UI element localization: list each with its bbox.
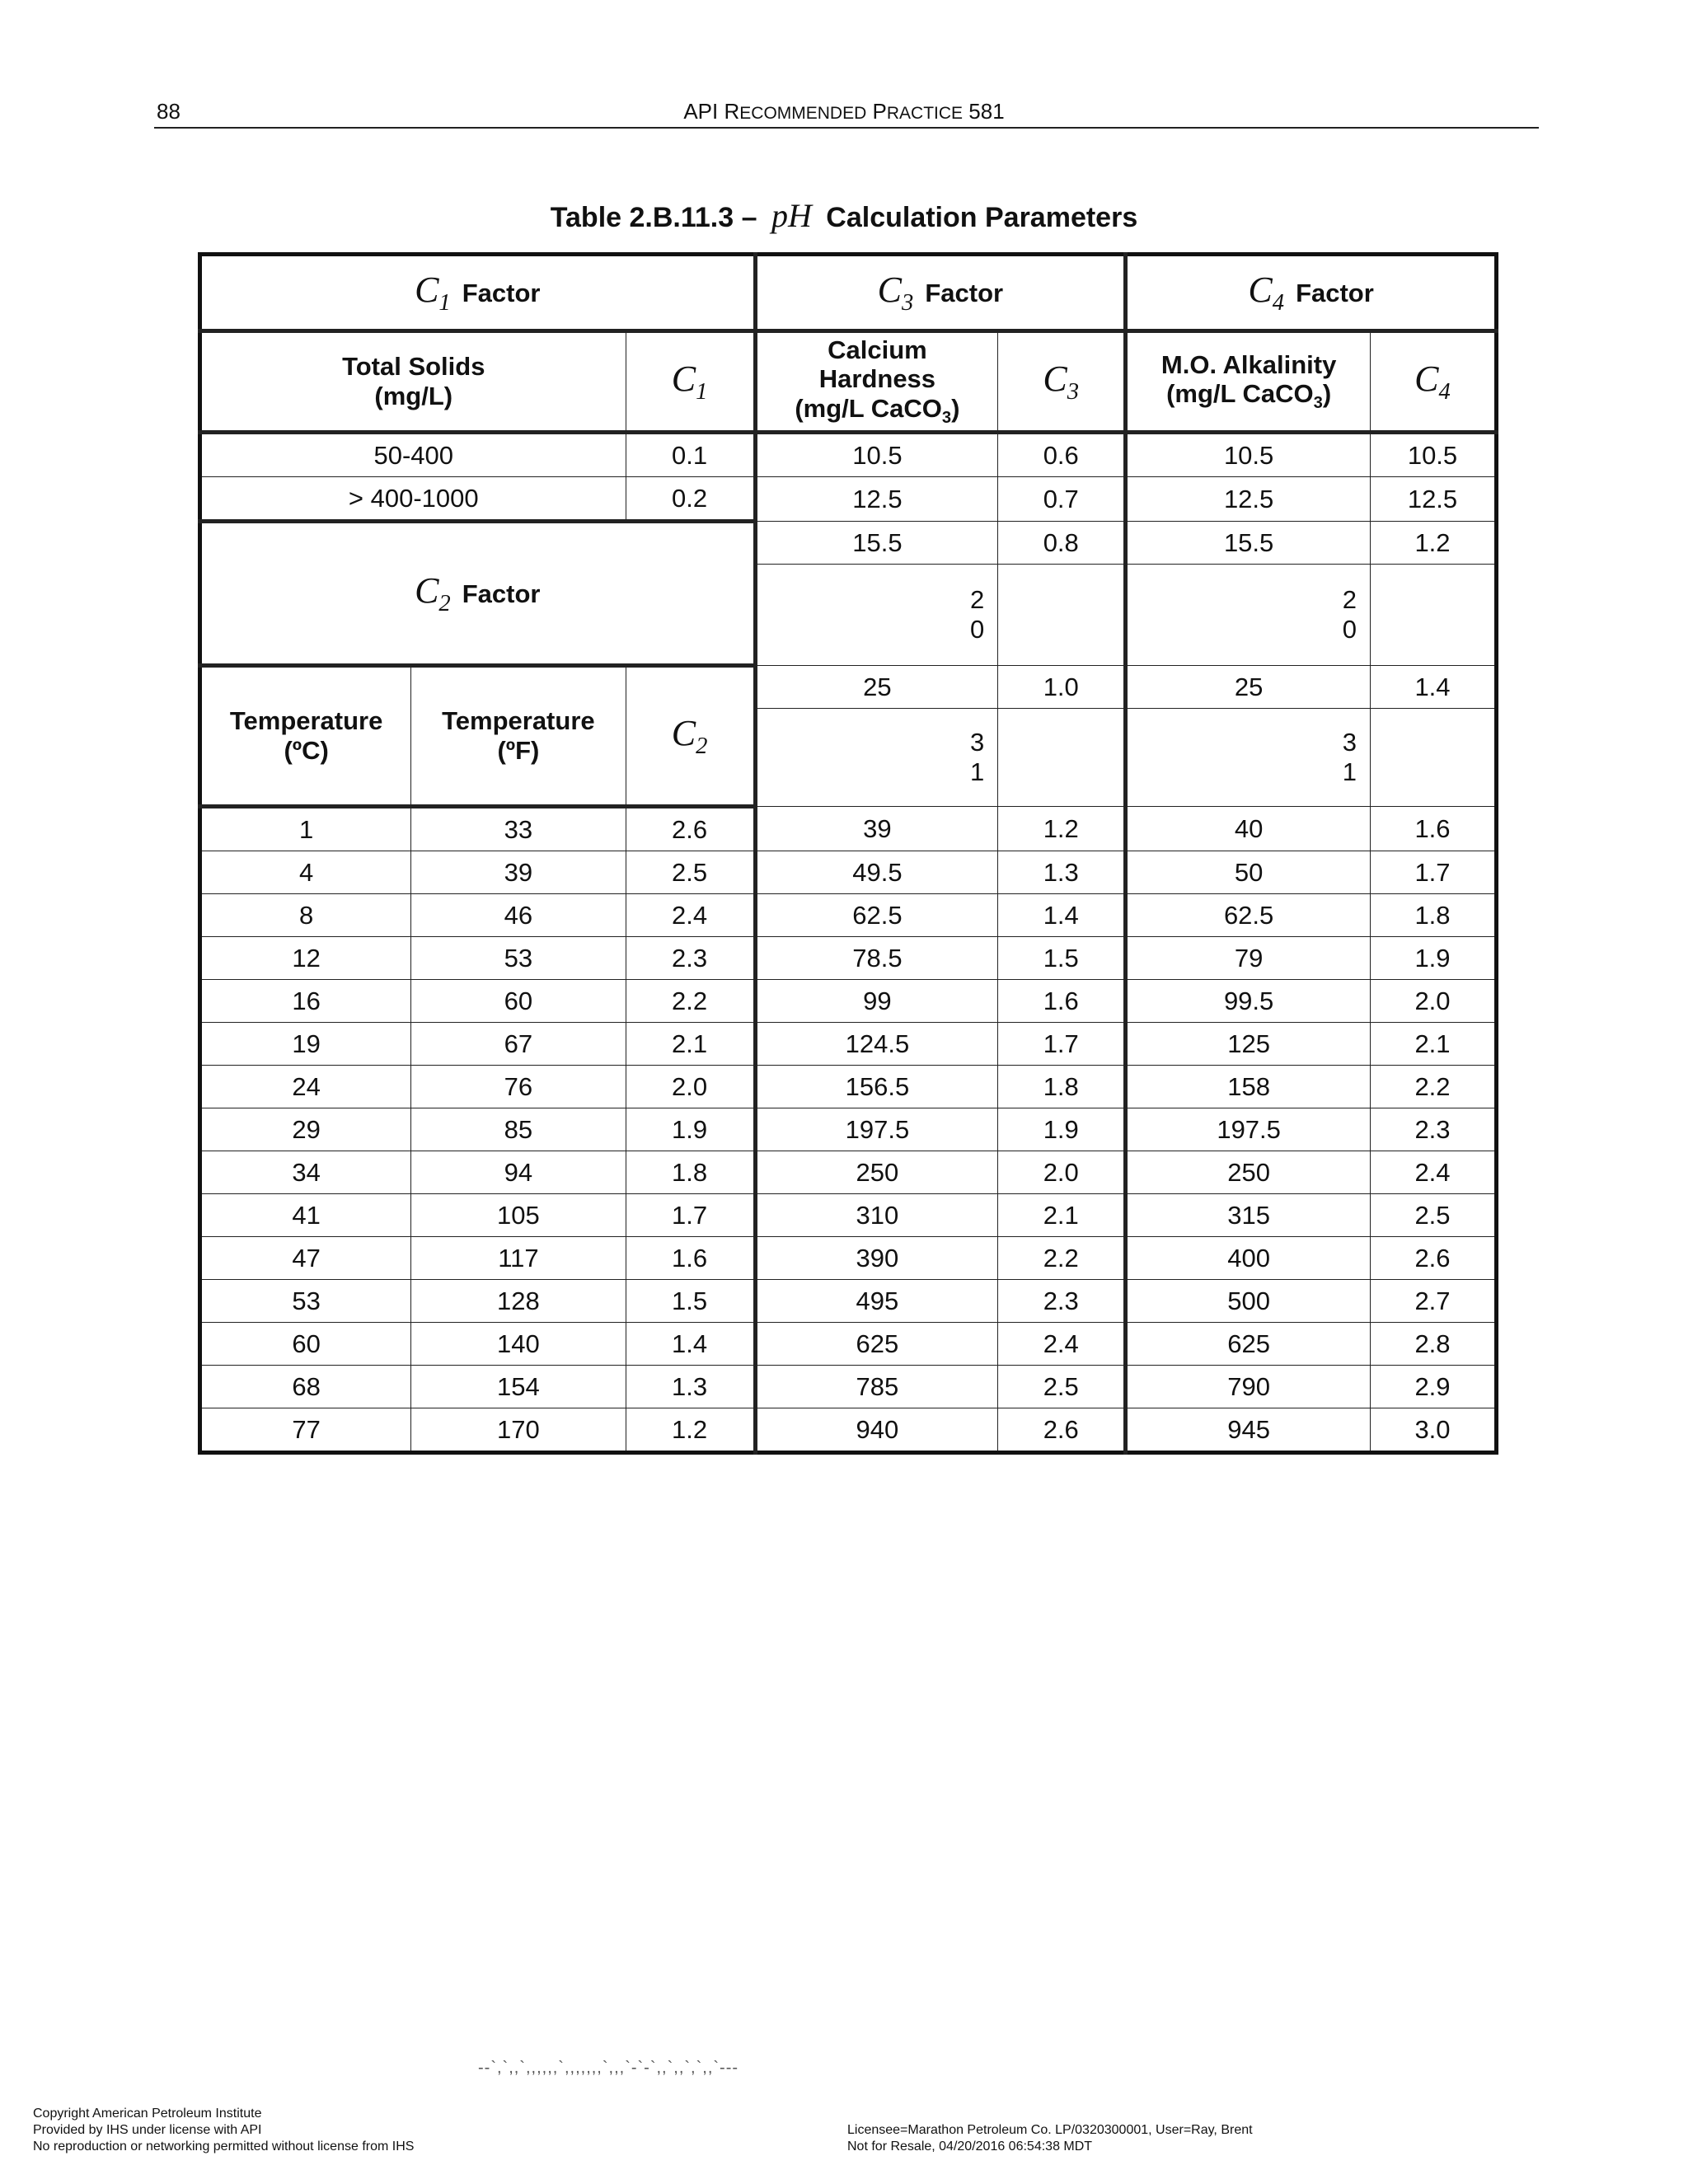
c1-cell: 0.1	[626, 433, 755, 477]
temp-f-cell: 46	[411, 894, 626, 937]
c4-column-header: $C_4$	[1371, 331, 1497, 433]
c3-cell: 1.3	[998, 851, 1126, 894]
table-row	[200, 1023, 1497, 1066]
column-header-row	[200, 331, 1497, 433]
table-row	[200, 666, 1497, 709]
table-row	[200, 477, 1497, 522]
bottom-marks: --`,`,,`,,,,,,`,,,,,,,`,,,`-`-`,,`,,`,`,,`---	[478, 2059, 739, 2077]
c3-cell: 1.6	[998, 980, 1126, 1023]
alkalinity-cell: 625	[1126, 1323, 1371, 1366]
c4-cell: 2.4	[1371, 1151, 1497, 1194]
alkalinity-cell: 400	[1126, 1237, 1371, 1280]
calcium-cell: 39	[755, 807, 998, 851]
c4-cell: 2.1	[1371, 1023, 1497, 1066]
c3-cell: 1.2	[998, 807, 1126, 851]
calcium-cell: 390	[755, 1237, 998, 1280]
calcium-cell: 3 1	[755, 709, 998, 807]
calcium-cell: 197.5	[755, 1108, 998, 1151]
c4-cell: 1.8	[1371, 894, 1497, 937]
c3-cell: 1.8	[998, 1066, 1126, 1108]
c2-cell: 1.7	[626, 1194, 755, 1237]
table-row	[200, 937, 1497, 980]
temp-f-cell: 53	[411, 937, 626, 980]
c2-cell: 2.2	[626, 980, 755, 1023]
temp-f-cell: 154	[411, 1366, 626, 1408]
temp-c-cell: 60	[200, 1323, 411, 1366]
page-number: 88	[157, 99, 181, 124]
c1-cell: 0.2	[626, 477, 755, 522]
c2-cell: 2.3	[626, 937, 755, 980]
c4-cell: 2.9	[1371, 1366, 1497, 1408]
calcium-cell: 785	[755, 1366, 998, 1408]
calcium-cell: 250	[755, 1151, 998, 1194]
alkalinity-cell: 50	[1126, 851, 1371, 894]
temp-f-cell: 60	[411, 980, 626, 1023]
c4-cell: 2.0	[1371, 980, 1497, 1023]
alkalinity-cell: 2 0	[1126, 565, 1371, 666]
calcium-cell: 62.5	[755, 894, 998, 937]
c4-cell: 2.8	[1371, 1323, 1497, 1366]
table-row	[200, 1408, 1497, 1453]
c3-cell: 1.9	[998, 1108, 1126, 1151]
calcium-cell: 940	[755, 1408, 998, 1453]
ph-calculation-table	[198, 252, 1498, 1455]
temperature-f-header: Temperature (ºF)	[411, 666, 626, 807]
table-row	[200, 1366, 1497, 1408]
c2-cell: 1.3	[626, 1366, 755, 1408]
c2-cell: 2.6	[626, 807, 755, 851]
c4-cell: 1.9	[1371, 937, 1497, 980]
header-rule	[154, 127, 1539, 129]
alkalinity-cell: 25	[1126, 666, 1371, 709]
table-row	[200, 1194, 1497, 1237]
alkalinity-cell: 3 1	[1126, 709, 1371, 807]
table-row	[200, 1151, 1497, 1194]
temp-f-cell: 140	[411, 1323, 626, 1366]
c3-cell: 0.7	[998, 477, 1126, 522]
c2-cell: 1.2	[626, 1408, 755, 1453]
temperature-c-header: Temperature (ºC)	[200, 666, 411, 807]
total-solids-cell: > 400-1000	[200, 477, 626, 522]
calcium-cell: 124.5	[755, 1023, 998, 1066]
c3-cell: 2.2	[998, 1237, 1126, 1280]
footer-copyright: Copyright American Petroleum Institute Provided by IHS under license with API No reproduction or networking permitted without license from IHS	[33, 2107, 415, 2154]
calcium-cell: 15.5	[755, 522, 998, 565]
c4-cell: 1.2	[1371, 522, 1497, 565]
temp-c-cell: 53	[200, 1280, 411, 1323]
c4-cell: 2.7	[1371, 1280, 1497, 1323]
calcium-cell: 2 0	[755, 565, 998, 666]
temp-c-cell: 12	[200, 937, 411, 980]
c2-factor-heading: $C_2$ Factor	[200, 522, 756, 666]
alkalinity-cell: 99.5	[1126, 980, 1371, 1023]
c4-cell	[1371, 565, 1497, 666]
temp-c-cell: 47	[200, 1237, 411, 1280]
temp-c-cell: 24	[200, 1066, 411, 1108]
c2-cell: 2.0	[626, 1066, 755, 1108]
alkalinity-cell: 10.5	[1126, 433, 1371, 477]
c1-factor-heading: $C_1$ Factor	[200, 255, 756, 331]
alkalinity-cell: 125	[1126, 1023, 1371, 1066]
temp-c-cell: 4	[200, 851, 411, 894]
table-title: Table 2.B.11.3 – pH Calculation Parameters	[550, 197, 1138, 234]
c4-cell: 2.6	[1371, 1237, 1497, 1280]
c3-column-header: $C_3$	[998, 331, 1126, 433]
temp-f-cell: 94	[411, 1151, 626, 1194]
table-row	[200, 1108, 1497, 1151]
c3-cell: 1.7	[998, 1023, 1126, 1066]
c2-cell: 1.5	[626, 1280, 755, 1323]
alkalinity-cell: 197.5	[1126, 1108, 1371, 1151]
table-row	[200, 1280, 1497, 1323]
c4-cell: 2.3	[1371, 1108, 1497, 1151]
table-row	[200, 1237, 1497, 1280]
temp-c-cell: 41	[200, 1194, 411, 1237]
footer-licensee: Licensee=Marathon Petroleum Co. LP/0320300001, User=Ray, Brent Not for Resale, 04/20/2016 06:54:38 MDT	[847, 2123, 1253, 2154]
c4-cell: 2.2	[1371, 1066, 1497, 1108]
temp-f-cell: 105	[411, 1194, 626, 1237]
c2-column-header: $C_2$	[626, 666, 755, 807]
alkalinity-cell: 15.5	[1126, 522, 1371, 565]
table-row	[200, 807, 1497, 851]
c2-cell: 1.9	[626, 1108, 755, 1151]
alkalinity-cell: 250	[1126, 1151, 1371, 1194]
c1-column-header: $C_1$	[626, 331, 755, 433]
c3-cell: 1.4	[998, 894, 1126, 937]
c4-cell	[1371, 709, 1497, 807]
c4-cell: 12.5	[1371, 477, 1497, 522]
calcium-cell: 310	[755, 1194, 998, 1237]
c3-cell: 2.0	[998, 1151, 1126, 1194]
c3-cell: 2.3	[998, 1280, 1126, 1323]
temp-f-cell: 76	[411, 1066, 626, 1108]
temp-c-cell: 19	[200, 1023, 411, 1066]
temp-c-cell: 29	[200, 1108, 411, 1151]
calcium-cell: 625	[755, 1323, 998, 1366]
c2-cell: 2.5	[626, 851, 755, 894]
c2-cell: 2.4	[626, 894, 755, 937]
table-row	[200, 1323, 1497, 1366]
temp-c-cell: 68	[200, 1366, 411, 1408]
calcium-cell: 99	[755, 980, 998, 1023]
temp-f-cell: 67	[411, 1023, 626, 1066]
c4-factor-heading: $C_4$ Factor	[1126, 255, 1497, 331]
temp-f-cell: 128	[411, 1280, 626, 1323]
c4-cell: 1.6	[1371, 807, 1497, 851]
calcium-cell: 12.5	[755, 477, 998, 522]
temp-c-cell: 16	[200, 980, 411, 1023]
c2-cell: 1.8	[626, 1151, 755, 1194]
c3-factor-heading: $C_3$ Factor	[755, 255, 1126, 331]
c4-cell: 1.4	[1371, 666, 1497, 709]
running-head: API RECOMMENDED PRACTICE 581	[683, 99, 1005, 124]
c3-cell: 0.6	[998, 433, 1126, 477]
c2-cell: 1.6	[626, 1237, 755, 1280]
alkalinity-cell: 158	[1126, 1066, 1371, 1108]
calcium-cell: 156.5	[755, 1066, 998, 1108]
calcium-cell: 10.5	[755, 433, 998, 477]
alkalinity-cell: 12.5	[1126, 477, 1371, 522]
table-row	[200, 433, 1497, 477]
c2-cell: 2.1	[626, 1023, 755, 1066]
temp-f-cell: 117	[411, 1237, 626, 1280]
c3-cell: 1.5	[998, 937, 1126, 980]
temp-c-cell: 1	[200, 807, 411, 851]
temp-c-cell: 34	[200, 1151, 411, 1194]
temp-f-cell: 170	[411, 1408, 626, 1453]
c3-cell	[998, 565, 1126, 666]
calcium-hardness-header: Calcium Hardness (mg/L CaCO$_3$)	[755, 331, 998, 433]
c3-cell: 2.6	[998, 1408, 1126, 1453]
alkalinity-cell: 40	[1126, 807, 1371, 851]
alkalinity-cell: 315	[1126, 1194, 1371, 1237]
table-row	[200, 894, 1497, 937]
table-row	[200, 851, 1497, 894]
alkalinity-cell: 79	[1126, 937, 1371, 980]
c4-cell: 10.5	[1371, 433, 1497, 477]
table-row	[200, 522, 1497, 565]
c3-cell: 2.4	[998, 1323, 1126, 1366]
alkalinity-cell: 500	[1126, 1280, 1371, 1323]
temp-f-cell: 33	[411, 807, 626, 851]
c2-cell: 1.4	[626, 1323, 755, 1366]
table-row	[200, 980, 1497, 1023]
calcium-cell: 78.5	[755, 937, 998, 980]
group-header-row	[200, 255, 1497, 331]
c3-cell: 2.1	[998, 1194, 1126, 1237]
c3-cell: 2.5	[998, 1366, 1126, 1408]
alkalinity-cell: 945	[1126, 1408, 1371, 1453]
calcium-cell: 25	[755, 666, 998, 709]
c4-cell: 2.5	[1371, 1194, 1497, 1237]
c3-cell: 1.0	[998, 666, 1126, 709]
temp-f-cell: 85	[411, 1108, 626, 1151]
c4-cell: 1.7	[1371, 851, 1497, 894]
temp-f-cell: 39	[411, 851, 626, 894]
c4-cell: 3.0	[1371, 1408, 1497, 1453]
temp-c-cell: 77	[200, 1408, 411, 1453]
total-solids-cell: 50-400	[200, 433, 626, 477]
c3-cell	[998, 709, 1126, 807]
calcium-cell: 49.5	[755, 851, 998, 894]
calcium-cell: 495	[755, 1280, 998, 1323]
table-row	[200, 1066, 1497, 1108]
alkalinity-cell: 62.5	[1126, 894, 1371, 937]
temp-c-cell: 8	[200, 894, 411, 937]
alkalinity-cell: 790	[1126, 1366, 1371, 1408]
total-solids-header: Total Solids (mg/L)	[200, 331, 626, 433]
c3-cell: 0.8	[998, 522, 1126, 565]
alkalinity-header: M.O. Alkalinity (mg/L CaCO$_3$)	[1126, 331, 1371, 433]
